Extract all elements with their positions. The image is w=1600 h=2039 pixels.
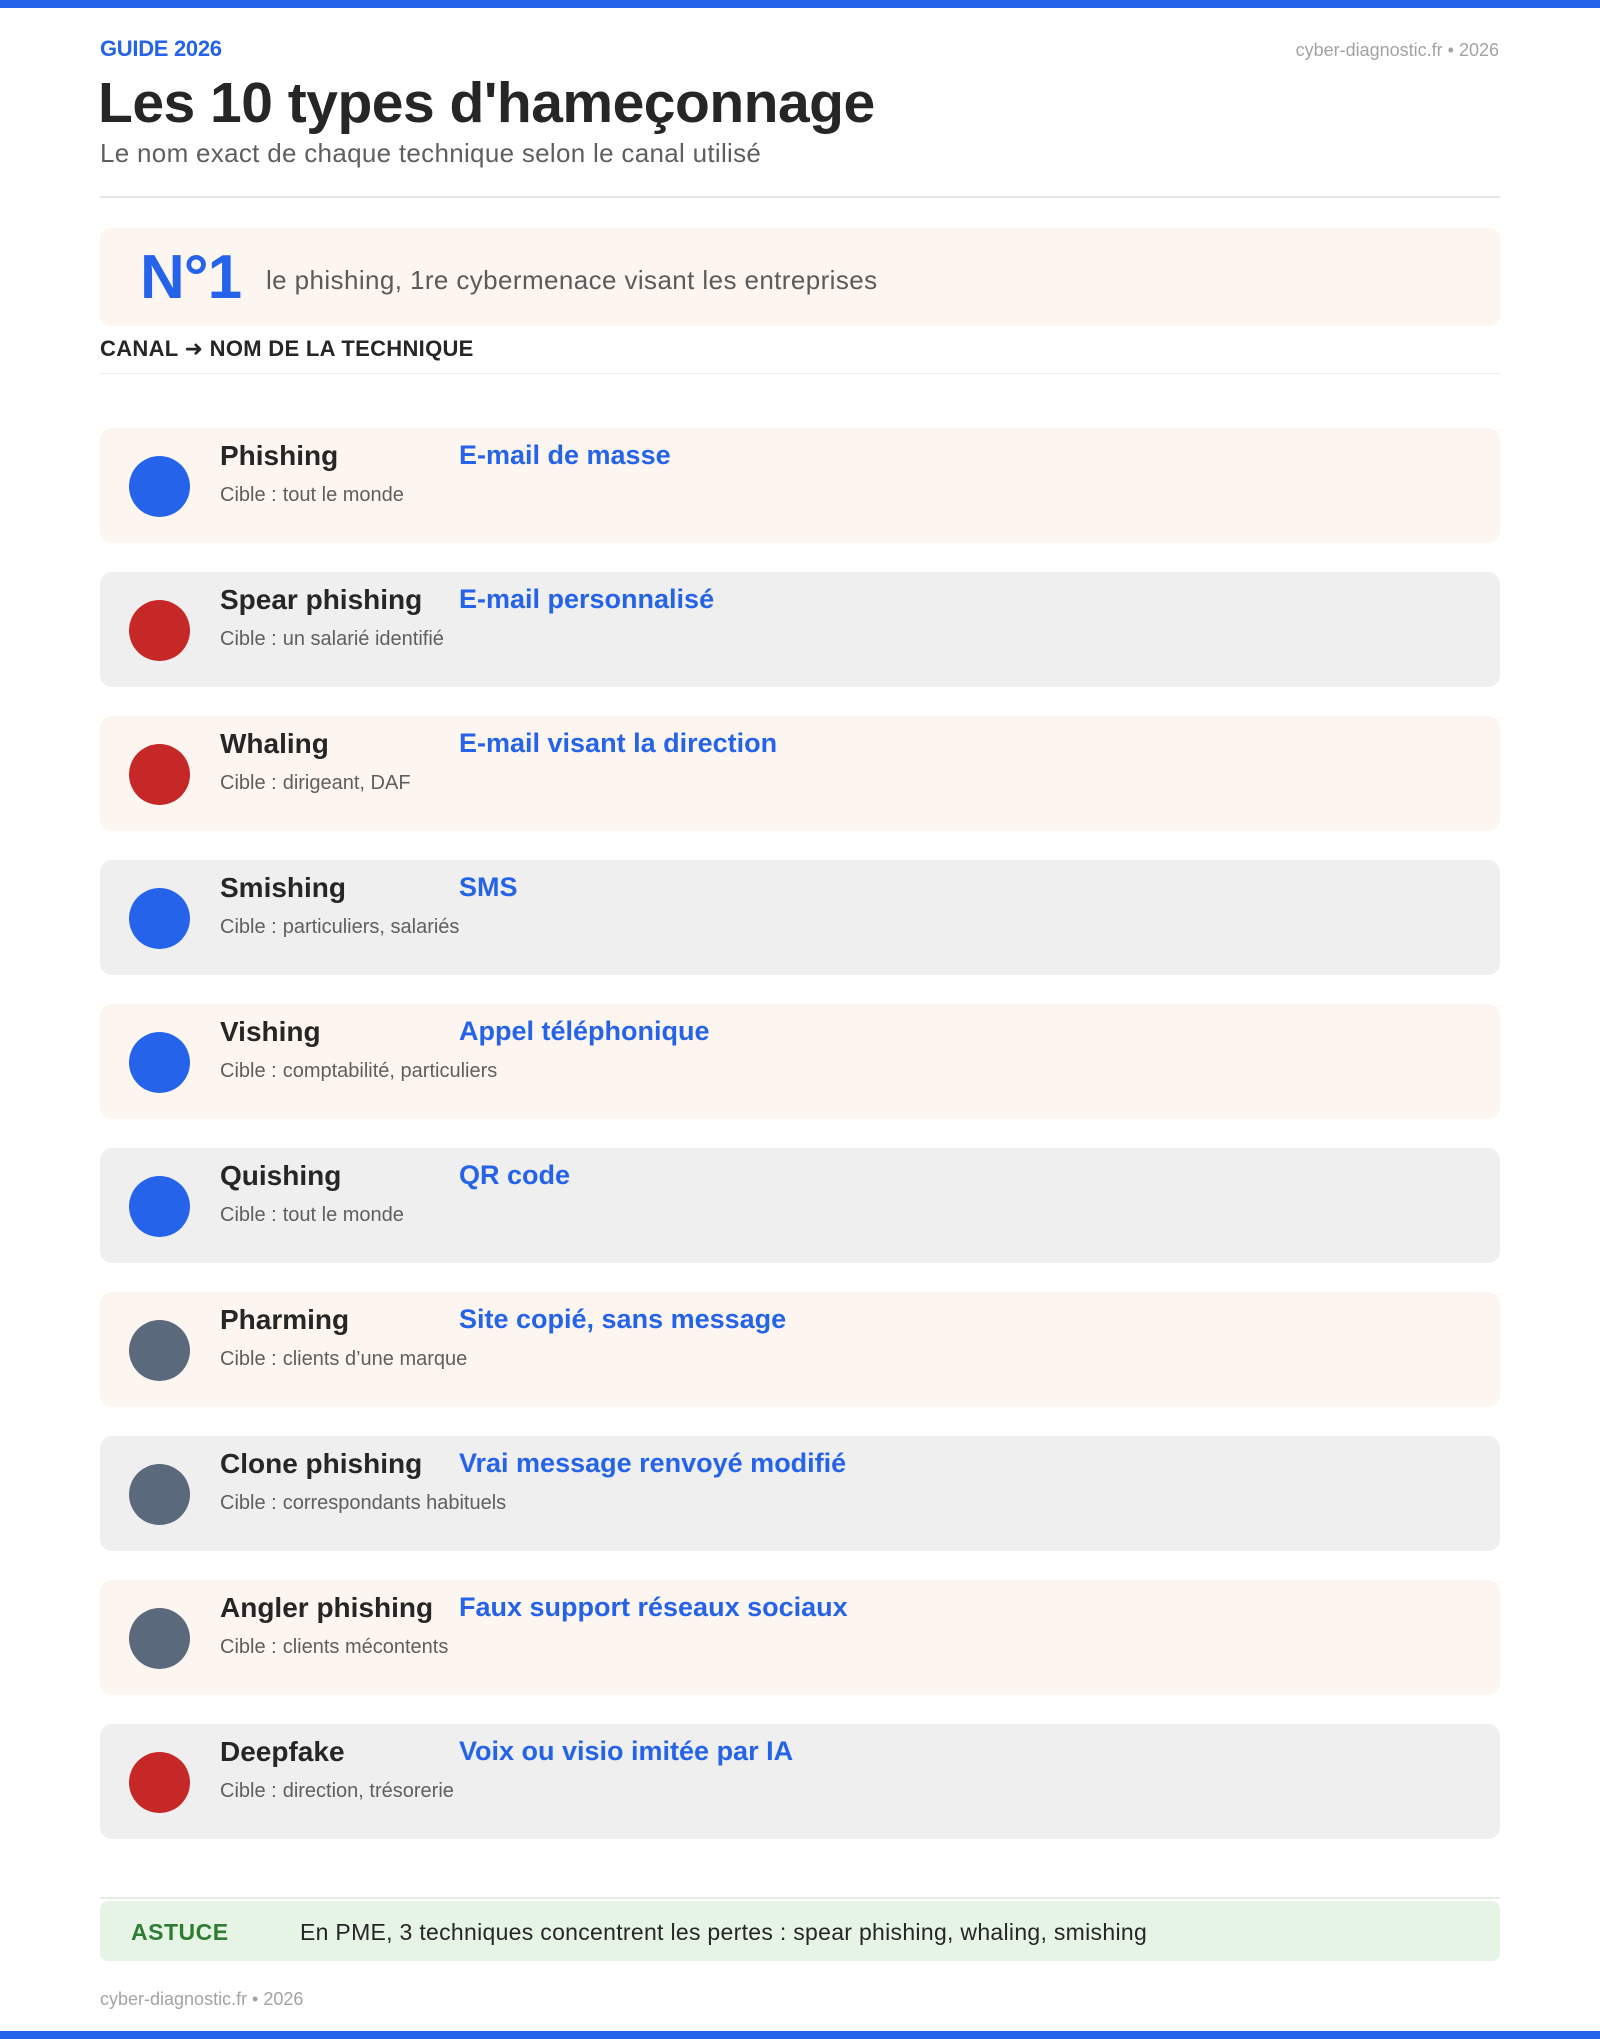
site-label-bottom: cyber-diagnostic.fr • 2026 (100, 1989, 304, 2009)
site-label-top: cyber-diagnostic.fr • 2026 (1295, 40, 1499, 60)
technique-channel: E-mail visant la direction (459, 728, 778, 758)
tip-text: En PME, 3 techniques concentrent les pertes : spear phishing, whaling, smishing (300, 1919, 1148, 1945)
technique-channel: Vrai message renvoyé modifié (459, 1448, 847, 1478)
target-prefix: Cible : (220, 1060, 277, 1082)
category-dot (129, 1032, 190, 1093)
category-dot (129, 744, 190, 805)
target-prefix: Cible : (220, 1492, 277, 1514)
stat-callout (100, 228, 1500, 326)
technique-name: Vishing (220, 1016, 321, 1047)
technique-target (220, 772, 411, 795)
technique-target (220, 1636, 448, 1659)
list-item (100, 1292, 1500, 1407)
target-prefix: Cible : (220, 916, 277, 938)
technique-channel: E-mail de masse (459, 440, 671, 470)
technique-target (220, 1060, 497, 1083)
technique-name: Phishing (220, 440, 339, 471)
list-item (100, 1724, 1500, 1839)
target-prefix: Cible : (220, 1780, 277, 1802)
list-item (100, 428, 1500, 543)
technique-target (220, 1204, 404, 1227)
technique-channel: Voix ou visio imitée par IA (459, 1736, 794, 1766)
page-subtitle: Le nom exact de chaque technique selon le canal utilisé (100, 138, 762, 168)
stat-number: N°1 (140, 243, 242, 312)
stat-text: le phishing, 1re cybermenace visant les entreprises (266, 265, 878, 295)
guide-kicker: GUIDE 2026 (100, 36, 222, 61)
technique-name: Whaling (220, 728, 329, 759)
category-dot (129, 1464, 190, 1525)
technique-channel: Site copié, sans message (459, 1304, 787, 1334)
target-value: tout le monde (282, 484, 404, 506)
list-item (100, 1580, 1500, 1695)
target-value: dirigeant, DAF (282, 772, 411, 794)
technique-channel: Appel téléphonique (459, 1016, 710, 1046)
technique-target (220, 1348, 467, 1371)
technique-name: Angler phishing (220, 1592, 434, 1623)
target-value: un salarié identifié (282, 628, 444, 650)
bottom-accent-bar (0, 2031, 1600, 2039)
target-prefix: Cible : (220, 484, 277, 506)
technique-target (220, 916, 459, 939)
category-dot (129, 1608, 190, 1669)
technique-name: Deepfake (220, 1736, 345, 1767)
list-item (100, 1436, 1500, 1551)
category-dot (129, 1320, 190, 1381)
technique-name: Clone phishing (220, 1448, 423, 1479)
target-value: comptabilité, particuliers (282, 1060, 498, 1082)
tip-label: ASTUCE (131, 1919, 229, 1945)
technique-name: Smishing (220, 872, 347, 903)
list-item (100, 572, 1500, 687)
target-value: direction, trésorerie (282, 1780, 454, 1802)
technique-channel: SMS (459, 872, 518, 902)
page-title: Les 10 types d'hameçonnage (98, 71, 875, 135)
list-item (100, 716, 1500, 831)
target-value: particuliers, salariés (282, 916, 460, 938)
target-value: tout le monde (282, 1204, 404, 1226)
category-dot (129, 1176, 190, 1237)
target-prefix: Cible : (220, 1348, 277, 1370)
list-item (100, 1004, 1500, 1119)
technique-target (220, 628, 444, 651)
technique-name: Quishing (220, 1160, 342, 1191)
target-prefix: Cible : (220, 628, 277, 650)
top-accent-bar (0, 0, 1600, 8)
category-dot (129, 1752, 190, 1813)
technique-channel: Faux support réseaux sociaux (459, 1592, 848, 1622)
technique-name: Pharming (220, 1304, 350, 1335)
category-dot (129, 600, 190, 661)
target-value: clients mécontents (282, 1636, 449, 1658)
header-divider (100, 196, 1500, 198)
tip-divider (100, 1897, 1500, 1899)
columns-header: CANAL ➜ NOM DE LA TECHNIQUE (100, 336, 474, 361)
target-value: clients d’une marque (282, 1348, 468, 1370)
technique-target (220, 484, 404, 507)
target-prefix: Cible : (220, 1636, 277, 1658)
target-prefix: Cible : (220, 1204, 277, 1226)
tip-box (100, 1901, 1500, 1961)
columns-divider (100, 373, 1500, 374)
technique-channel: E-mail personnalisé (459, 584, 715, 614)
technique-target (220, 1492, 506, 1515)
list-item (100, 1148, 1500, 1263)
target-value: correspondants habituels (282, 1492, 507, 1514)
technique-name: Spear phishing (220, 584, 423, 615)
technique-target (220, 1780, 454, 1803)
target-prefix: Cible : (220, 772, 277, 794)
category-dot (129, 888, 190, 949)
category-dot (129, 456, 190, 517)
list-item (100, 860, 1500, 975)
technique-channel: QR code (459, 1160, 571, 1190)
